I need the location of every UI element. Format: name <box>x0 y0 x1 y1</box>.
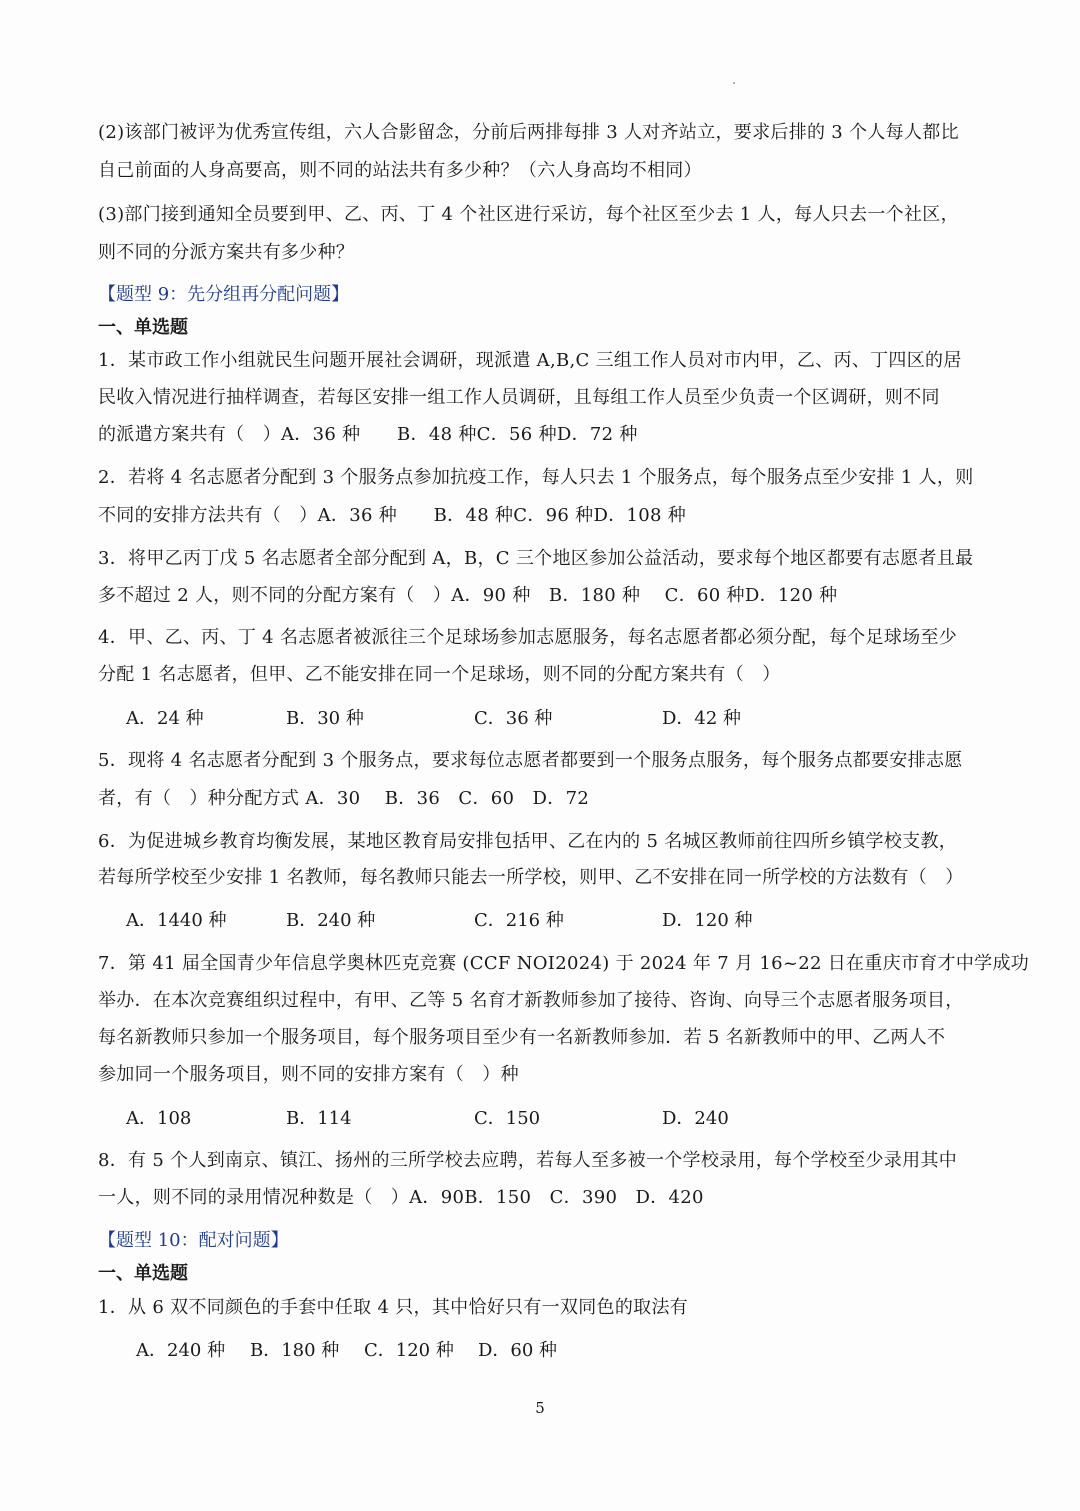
option-c: C．216 种 <box>474 910 564 931</box>
scan-speck <box>733 82 735 84</box>
option-a: A．24 种 <box>126 708 204 729</box>
problem-3-line-2: 则不同的分派方案共有多少种？ <box>98 242 355 263</box>
problem-2-line-1: (2)该部门被评为优秀宣传组，六人合影留念，分前后两排每排 3 人对齐站立，要求后排的 3 个人每人都比 <box>98 122 959 143</box>
question-7-line-1: 7．第 41 届全国青少年信息学奥林匹克竞赛 (CCF NOI2024) 于 2024 年 7 月 16~22 日在重庆市育才中学成功 <box>98 953 1030 974</box>
question-6-line-2: 若每所学校至少安排 1 名教师，每名教师只能去一所学校，则甲、乙不安排在同一所学校的方法数有（ ） <box>98 867 964 888</box>
option-c: C．36 种 <box>474 708 553 729</box>
option-b: B．180 种 <box>250 1340 340 1361</box>
option-d: D．240 <box>662 1108 729 1129</box>
question-2-line-1: 2．若将 4 名志愿者分配到 3 个服务点参加抗疫工作，每人只去 1 个服务点，每个服务点至少安排 1 人，则 <box>98 467 974 488</box>
option-c: C．150 <box>474 1108 541 1129</box>
question-1-line-3: 的派遣方案共有（ ）A．36 种 B．48 种C．56 种D．72 种 <box>98 424 638 445</box>
question-7-line-4: 参加同一个服务项目，则不同的安排方案有（ ）种 <box>98 1064 519 1085</box>
question-3-line-2: 多不超过 2 人，则不同的分配方案有（ ）A．90 种 B．180 种 C．60 种D．120 种 <box>98 585 838 606</box>
question-1-line-2: 民收入情况进行抽样调查，若每区安排一组工作人员调研，且每组工作人员至少负责一个区调研，则不同 <box>98 387 940 408</box>
question-5-line-1: 5．现将 4 名志愿者分配到 3 个服务点，要求每位志愿者都要到一个服务点服务，每个服务点都要安排志愿 <box>98 750 963 771</box>
question-8-line-2: 一人，则不同的录用情况种数是（ ）A．90B．150 C．390 D．420 <box>98 1187 704 1208</box>
option-c: C．120 种 <box>364 1340 454 1361</box>
option-b: B．240 种 <box>286 910 376 931</box>
question-6-options <box>126 908 984 934</box>
question-6-line-1: 6．为促进城乡教育均衡发展，某地区教育局安排包括甲、乙在内的 5 名城区教师前往四所乡镇学校支教， <box>98 831 958 852</box>
page-number: 5 <box>535 1399 545 1417</box>
question-4-line-1: 4．甲、乙、丙、丁 4 名志愿者被派往三个足球场参加志愿服务，每名志愿者都必须分配，每个足球场至少 <box>98 627 958 648</box>
question-1-line-1: 1．某市政工作小组就民生问题开展社会调研，现派遣 A,B,C 三组工作人员对市内甲，乙、丙、丁四区的居 <box>98 350 962 371</box>
option-a: A．108 <box>126 1108 192 1129</box>
question-7-line-3: 每名新教师只参加一个服务项目，每个服务项目至少有一名新教师参加．若 5 名新教师中的甲、乙两人不 <box>98 1027 946 1048</box>
option-d: D．60 种 <box>478 1340 558 1361</box>
question-2-line-2: 不同的安排方法共有（ ）A．36 种 B．48 种C．96 种D．108 种 <box>98 505 687 526</box>
type10-question-1-options <box>136 1338 984 1364</box>
option-d: D．120 种 <box>662 910 753 931</box>
question-4-line-2: 分配 1 名志愿者，但甲、乙不能安排在同一个足球场，则不同的分配方案共有（ ） <box>98 664 781 685</box>
section-subtitle-single-choice: 一、单选题 <box>98 1263 188 1284</box>
option-d: D．42 种 <box>662 708 742 729</box>
type10-question-1-line-1: 1．从 6 双不同颜色的手套中任取 4 只，其中恰好只有一双同色的取法有 <box>98 1297 689 1318</box>
option-b: B．114 <box>286 1108 352 1129</box>
section-title-type10: 【题型 10：配对问题】 <box>98 1230 289 1251</box>
option-b: B．30 种 <box>286 708 364 729</box>
question-4-options <box>126 706 984 732</box>
question-8-line-1: 8．有 5 个人到南京、镇江、扬州的三所学校去应聘，若每人至多被一个学校录用，每个学校至少录用其中 <box>98 1150 958 1171</box>
option-a: A．1440 种 <box>126 910 227 931</box>
problem-2-line-2: 自己前面的人身高要高，则不同的站法共有多少种？（六人身高均不相同） <box>98 160 702 181</box>
question-5-line-2: 者，有（ ）种分配方式 A．30 B．36 C．60 D．72 <box>98 788 590 809</box>
section-subtitle-single-choice: 一、单选题 <box>98 317 188 338</box>
problem-3-line-1: (3)部门接到通知全员要到甲、乙、丙、丁 4 个社区进行采访，每个社区至少去 1 人，每人只去一个社区， <box>98 204 959 225</box>
question-3-line-1: 3．将甲乙丙丁戊 5 名志愿者全部分配到 A，B，C 三个地区参加公益活动，要求每个地区都要有志愿者且最 <box>98 548 974 569</box>
section-title-type9: 【题型 9：先分组再分配问题】 <box>98 284 350 305</box>
question-7-options <box>126 1106 984 1132</box>
option-a: A．240 种 <box>136 1340 226 1361</box>
question-7-line-2: 举办．在本次竞赛组织过程中，有甲、乙等 5 名育才新教师参加了接待、咨询、向导三个志愿者服务项目， <box>98 990 964 1011</box>
